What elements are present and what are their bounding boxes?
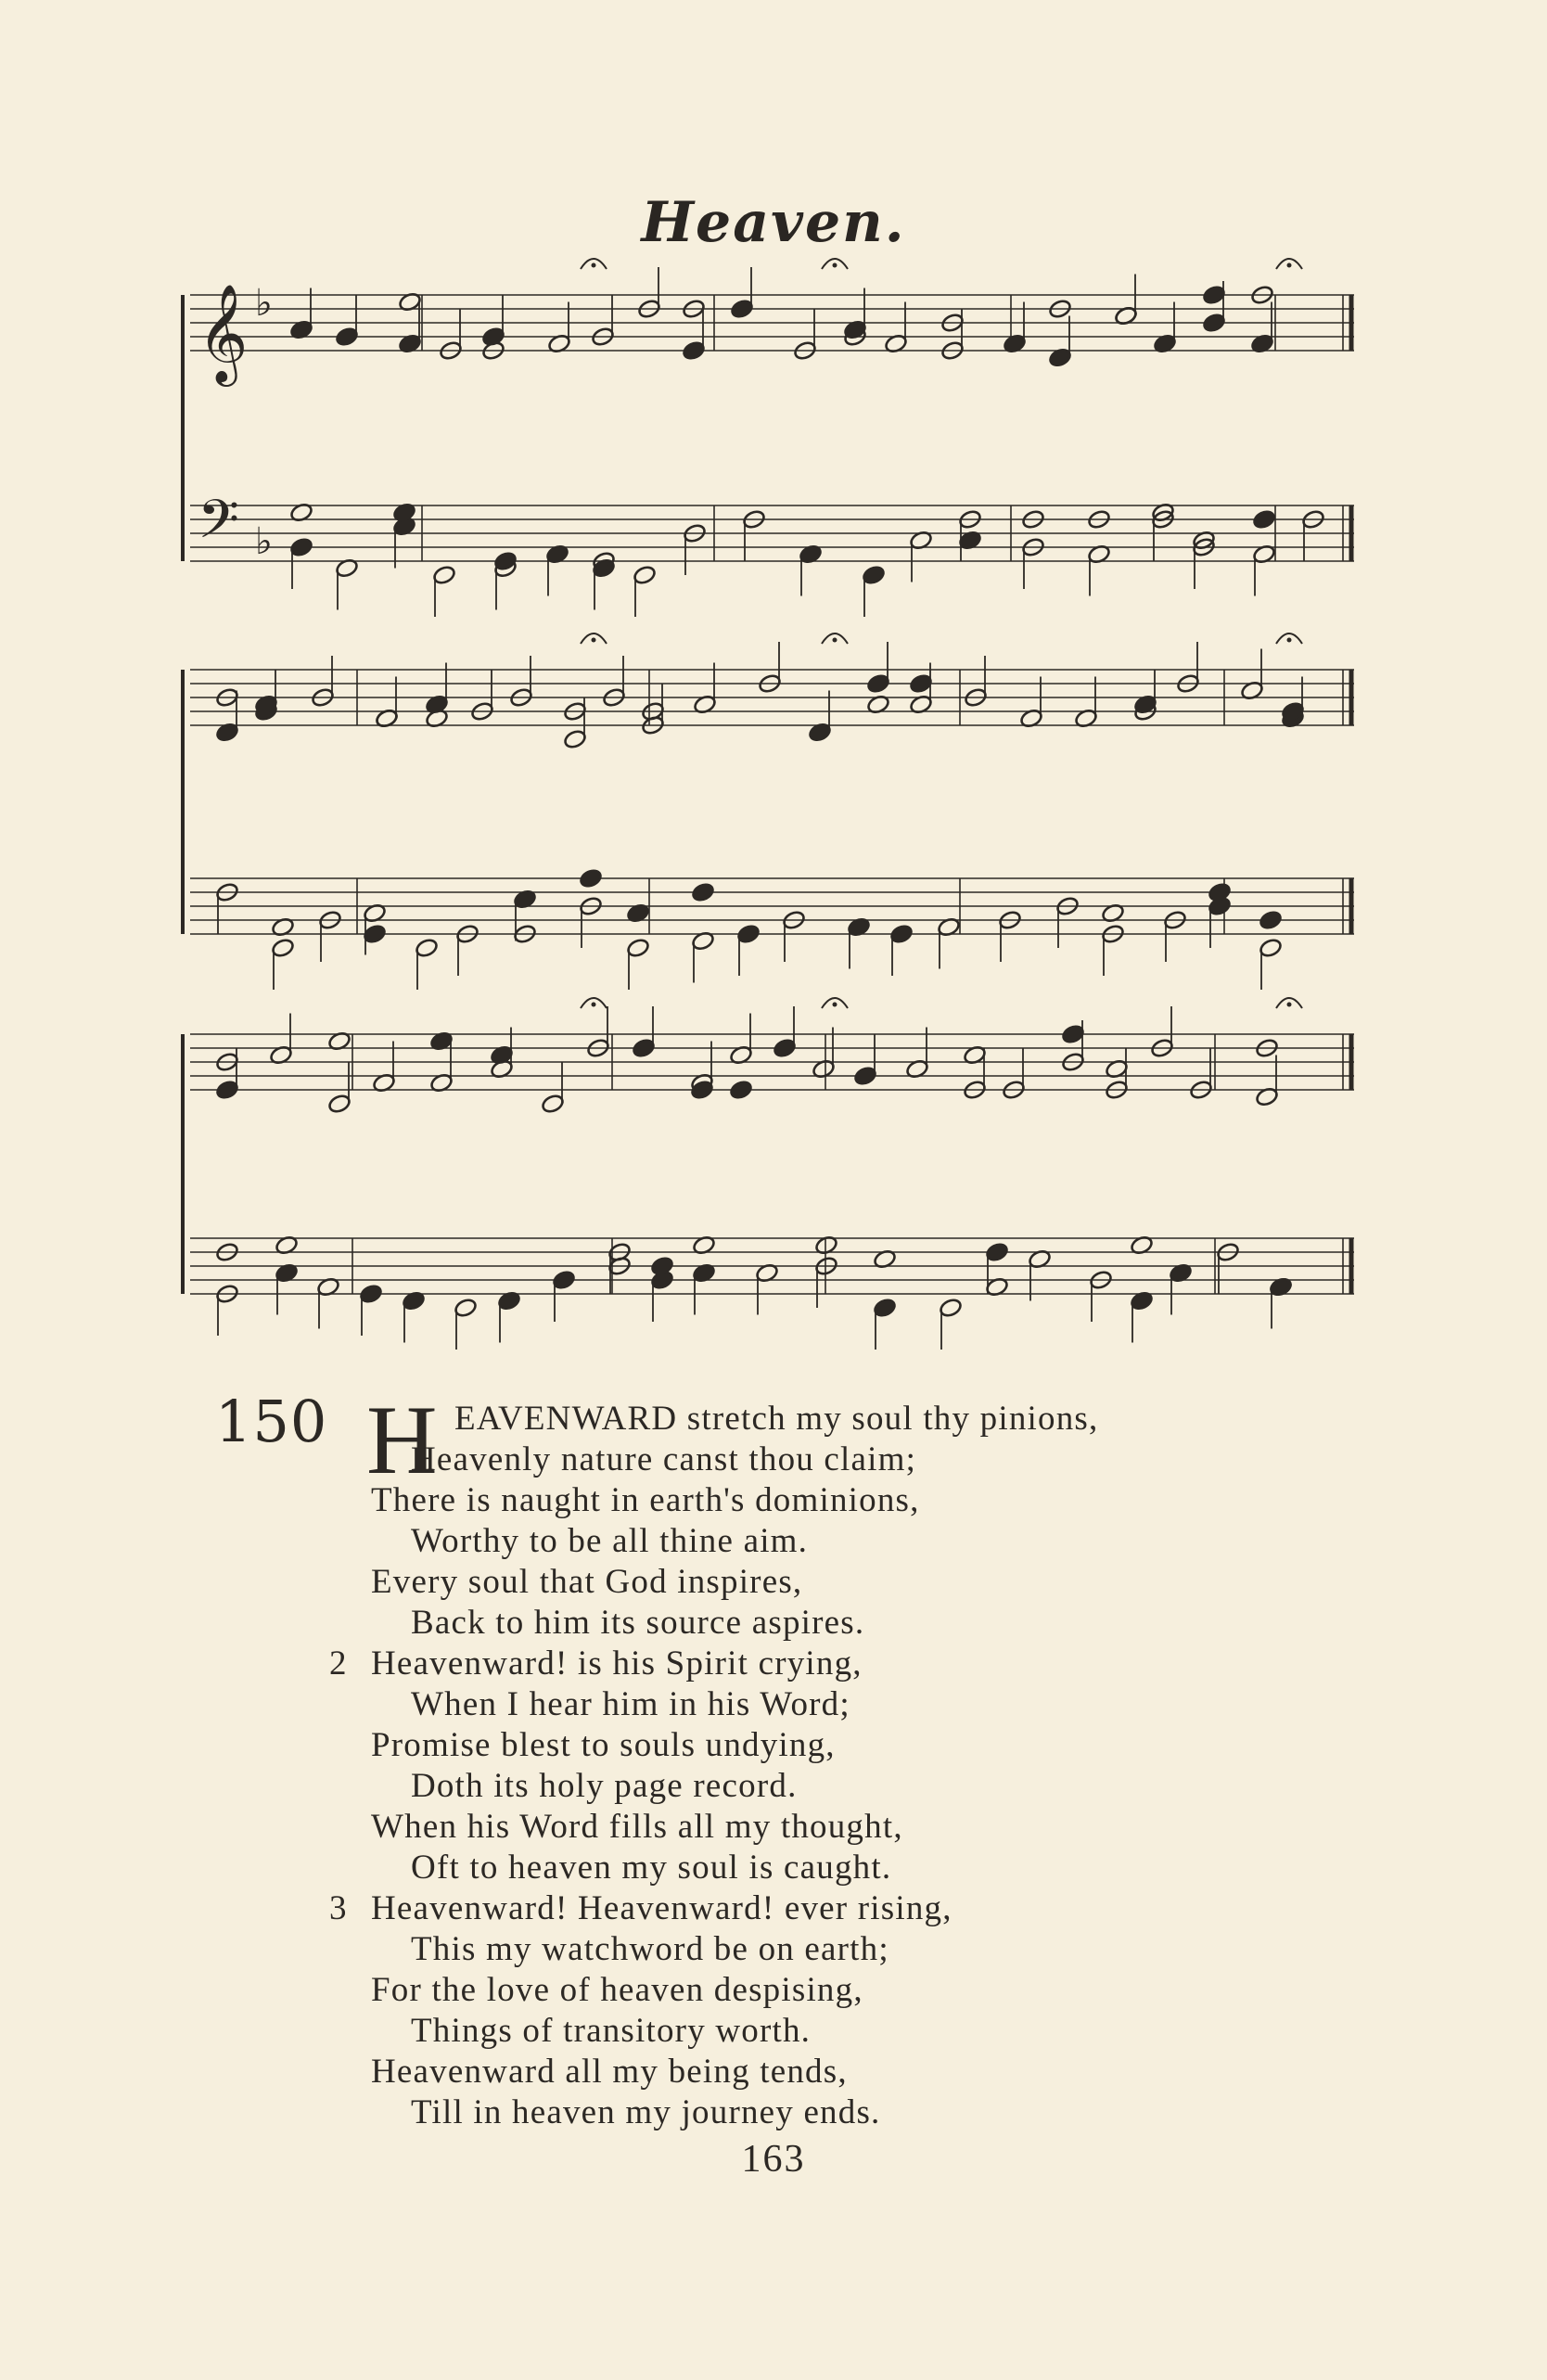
drop-cap: H <box>366 1386 438 1494</box>
note-head <box>729 1080 753 1101</box>
fermata-dot <box>833 638 837 643</box>
fermata-dot <box>1287 638 1292 643</box>
verse-line: For the love of heaven despising, <box>371 1971 863 2009</box>
note-head <box>1252 509 1276 531</box>
page-title: Heaven. <box>641 190 906 255</box>
verse-line: When I hear him in his Word; <box>411 1685 850 1723</box>
treble-clef-icon: 𝄞 <box>198 283 249 382</box>
fermata-dot <box>833 1003 837 1007</box>
verse-line: Heavenward all my being tends, <box>371 2053 848 2091</box>
hymn-first-line: EAVENWARD stretch my soul thy pinions, <box>454 1400 1099 1438</box>
fermata-dot <box>592 263 596 268</box>
verse-line: Till in heaven my journey ends. <box>411 2093 881 2131</box>
verse-line: When his Word fills all my thought, <box>371 1808 903 1846</box>
verse-number: 2 <box>329 1644 347 1683</box>
verse-line: Oft to heaven my soul is caught. <box>411 1849 892 1887</box>
note-head <box>579 868 603 889</box>
fermata-dot <box>592 1003 596 1007</box>
verse-line: There is naught in earth's dominions, <box>371 1481 920 1519</box>
verse-line: Heavenward! is his Spirit crying, <box>371 1644 863 1683</box>
verse-line: Heavenward! Heavenward! ever rising, <box>371 1889 952 1927</box>
hymn-number: 150 <box>215 1388 328 1455</box>
note-head <box>1259 910 1283 931</box>
fermata-dot <box>1287 1003 1292 1007</box>
verse-line: Promise blest to souls undying, <box>371 1726 836 1764</box>
verse-line: Doth its holy page record. <box>411 1767 798 1805</box>
page-number: 163 <box>741 2138 806 2181</box>
verse-line: Things of transitory worth. <box>411 2012 812 2050</box>
fermata-dot <box>833 263 837 268</box>
verse-line: Worthy to be all thine aim. <box>411 1522 809 1560</box>
verse-line: Heavenly nature canst thou claim; <box>411 1440 917 1478</box>
flat-icon: ♭ <box>255 282 273 325</box>
note-head <box>691 882 715 903</box>
bass-clef-icon: 𝄢 <box>198 488 240 564</box>
verse-number: 3 <box>329 1889 347 1927</box>
verse-line: This my watchword be on earth; <box>411 1930 889 1968</box>
flat-icon: ♭ <box>255 520 273 563</box>
fermata-dot <box>592 638 596 643</box>
verse-line: Every soul that God inspires, <box>371 1563 803 1601</box>
verse-line: Back to him its source aspires. <box>411 1604 865 1642</box>
fermata-dot <box>1287 263 1292 268</box>
